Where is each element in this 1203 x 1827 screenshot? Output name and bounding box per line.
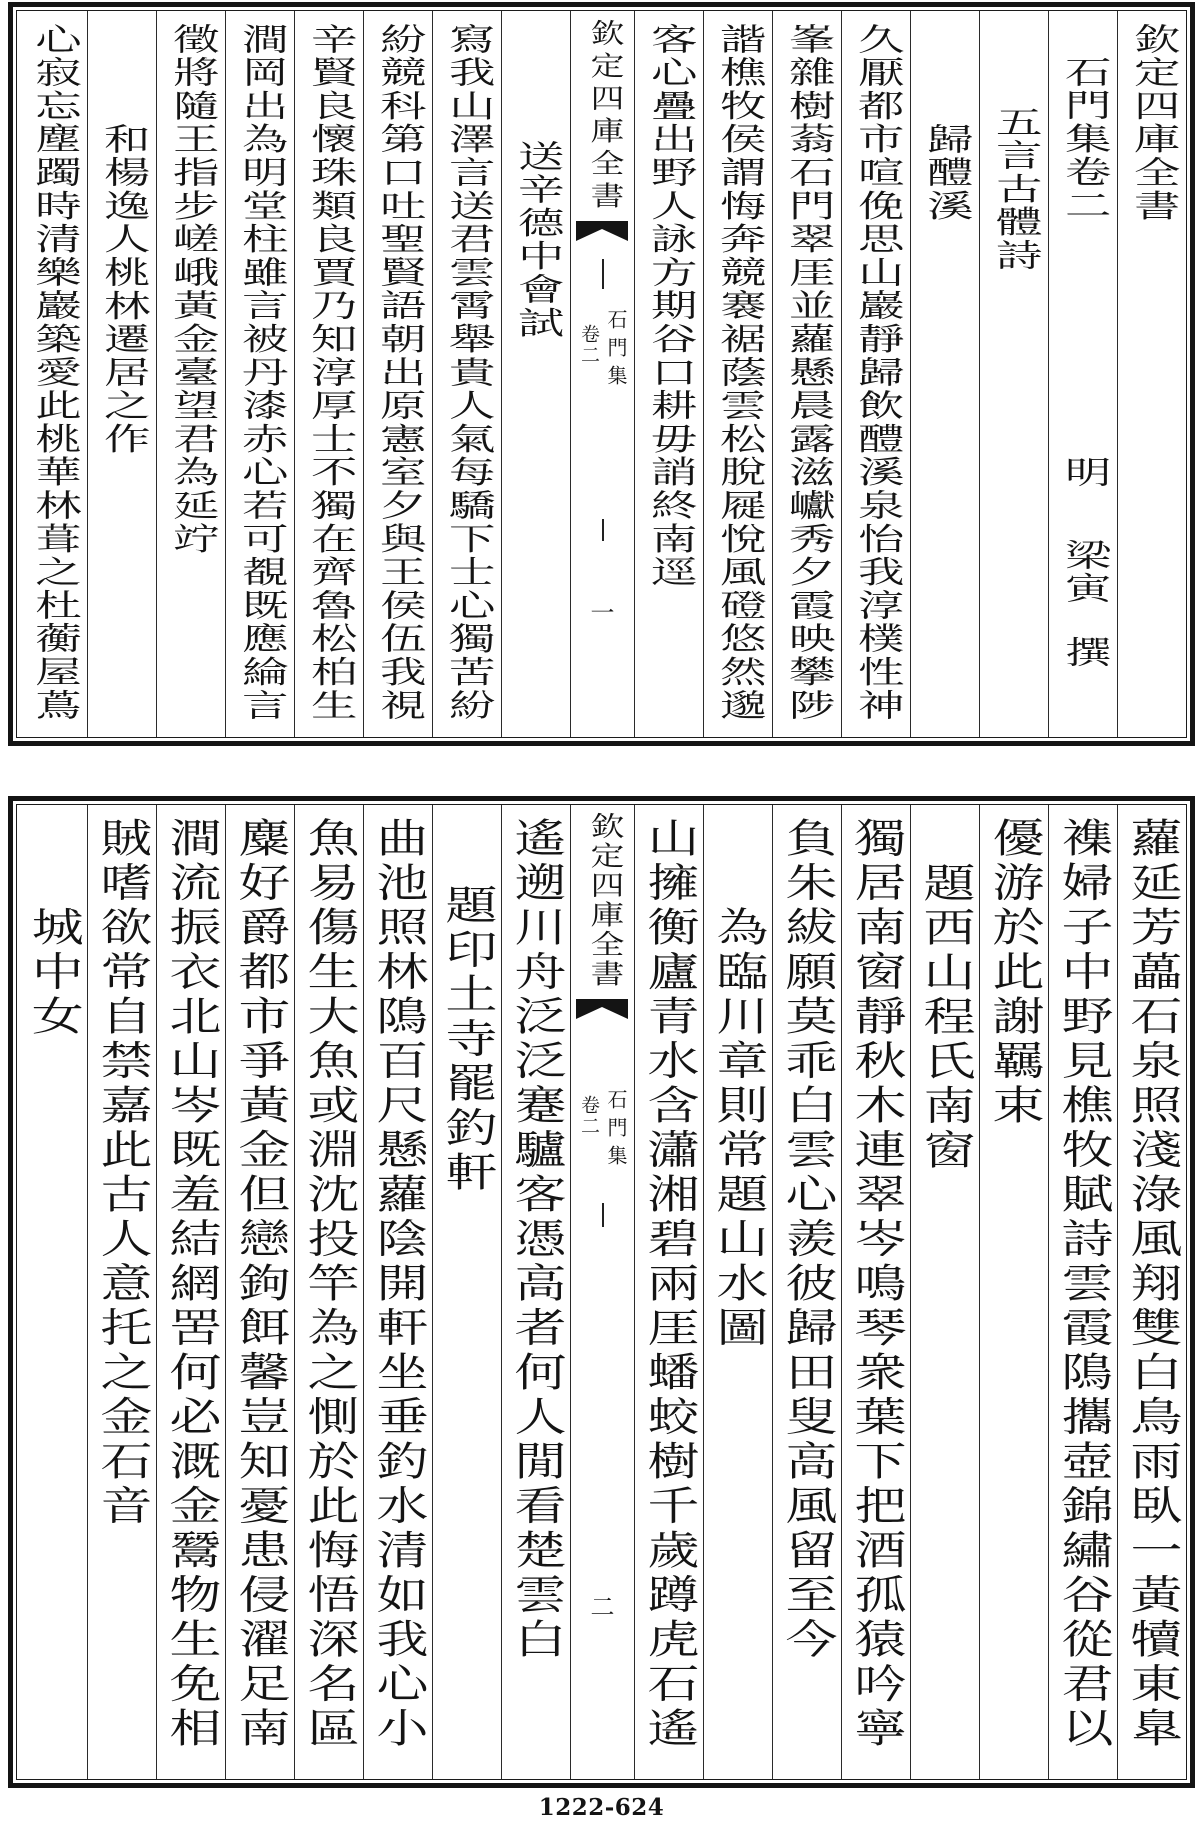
- text-line: 心寂忘塵躅時清樂巖築愛此桃華林葺之杜蘅屋蔦: [26, 23, 81, 723]
- poem-title-column: [703, 805, 772, 1779]
- fold-series-title: 欽定四庫全書: [584, 812, 624, 989]
- fold-leaf-number: 二: [590, 1593, 615, 1621]
- genre-heading-column: [979, 11, 1048, 737]
- poem-title: 送辛德中會試: [509, 139, 563, 340]
- text-column: [1048, 805, 1117, 1779]
- text-line: 寫我山澤言送君雲霄舉貴人氣每驕下士心獨苦紛: [440, 23, 494, 723]
- fold-tick-mark: [602, 1203, 604, 1227]
- series-header: 欽定四庫全書: [1125, 23, 1179, 223]
- text-line: 獨居南窗靜秋木連翠岑鳴琴衆葉下把酒孤猿吟寧: [846, 817, 906, 1752]
- text-column: [363, 805, 432, 1779]
- text-line: 蘿延芳藟石泉照淺淥風翔雙白鳥雨臥一黃犢東臯: [1122, 817, 1182, 1752]
- poem-title: 為臨川章則常題山水圖: [708, 906, 768, 1351]
- text-line: 麋好爵都市爭黃金但戀鉤餌馨豈知憂患侵濯足南: [230, 817, 290, 1752]
- fold-book-title: 石門集: [604, 309, 628, 393]
- poem-title-column: [432, 805, 501, 1779]
- text-line: 賊嗜欲常自禁嘉此古人意托之金石音: [92, 817, 152, 1529]
- fold-series-title: 欽定四庫全書: [584, 19, 624, 214]
- text-column: [18, 11, 87, 737]
- text-line: 紛競科第口吐聖賢語朝出原憲室夕與王侯伍我視: [371, 23, 425, 723]
- poem-title: 題印土寺罷釣軒: [437, 883, 497, 1196]
- text-column: [634, 11, 703, 737]
- text-line: 客心疊出野人詠方期谷口耕毋誚終南逕: [642, 23, 696, 590]
- text-line: 諧樵牧侯謂悔奔競褰裾蔭雲松脫屣悅風磴悠然邈: [711, 23, 765, 723]
- text-line: 遙遡川舟泛泛蹇驢客憑高者何人閒看楚雲白: [506, 817, 566, 1663]
- text-column: [501, 805, 570, 1779]
- text-line: 澗流振衣北山岑既羞結網罟何必溉金鬵物生免相: [161, 817, 221, 1752]
- leaf-2-panel: [8, 796, 1195, 1788]
- center-fold: [570, 11, 634, 737]
- text-line: 徵將隨王指步嵯峨黃金臺望君為延竚: [164, 23, 218, 556]
- poem-title-column: [910, 805, 979, 1779]
- text-column: [294, 805, 363, 1779]
- text-column: [841, 805, 910, 1779]
- leaf-2-frame: [16, 804, 1187, 1780]
- author-role: 撰: [1056, 635, 1110, 670]
- fold-book-title: 石門集: [604, 1089, 628, 1173]
- text-line: 襍婦子中野見樵牧賦詩雲霞隝攜壺錦繡谷從君以: [1053, 817, 1113, 1752]
- text-column: [634, 805, 703, 1779]
- leaf-1-panel: [8, 2, 1195, 746]
- fold-tick-mark: [602, 519, 604, 541]
- fold-juan: 卷二: [578, 1095, 600, 1137]
- poem-title: 歸醴溪: [918, 122, 972, 223]
- page-number: 1222-624: [538, 1794, 665, 1821]
- text-line: 曲池照林隝百尺懸蘿陰開軒坐垂釣水清如我心小: [368, 817, 428, 1752]
- fishtail-ornament: [576, 999, 628, 1021]
- text-line: 辛賢良懷珠類良賈乃知淳厚士不獨在齊魯松柏生: [302, 23, 356, 723]
- poem-title: 和楊逸人桃林遷居之作: [95, 122, 149, 456]
- poem-title: 題西山程氏南窗: [915, 861, 975, 1173]
- fold-leaf-number: 一: [590, 599, 615, 627]
- text-column: [979, 805, 1048, 1779]
- poem-title-column: [18, 805, 87, 1779]
- text-line: 負朱紱願莫乖白雲心羨彼歸田叟高風留至今: [777, 817, 837, 1663]
- author-name: 梁寅: [1056, 539, 1110, 606]
- text-line: 久厭都市喧俛思山巖靜歸飲醴溪泉怡我淳樸性神: [849, 23, 903, 723]
- text-line: 峯雜樹蓊石門翠厓並蘿懸晨露滋巘秀夕霞映攀陟: [780, 23, 834, 723]
- genre-heading: 五言古體詩: [987, 106, 1041, 273]
- text-column: [1117, 805, 1186, 1779]
- book-juan-title: 石門集卷二: [1056, 56, 1110, 223]
- leaf-1-frame: [16, 10, 1187, 738]
- text-line: 山擁衡廬青水含瀟湘碧兩厓蟠蛟樹千歲蹲虎石遙: [639, 817, 699, 1752]
- author-dynasty: 明: [1056, 455, 1110, 490]
- text-column: [772, 805, 841, 1779]
- fold-tick-mark: [602, 259, 604, 289]
- fold-juan: 卷二: [578, 324, 600, 366]
- text-line: 魚易傷生大魚或淵沈投竿為之惻於此悔悟深名區: [299, 817, 359, 1752]
- poem-title: 城中女: [23, 906, 84, 1040]
- text-line: 優游於此謝羈束: [984, 817, 1044, 1129]
- text-line: 澗岡出為明堂柱雖言被丹漆赤心若可覩既應綸言: [233, 23, 287, 723]
- text-column: [156, 805, 225, 1779]
- text-column: [225, 805, 294, 1779]
